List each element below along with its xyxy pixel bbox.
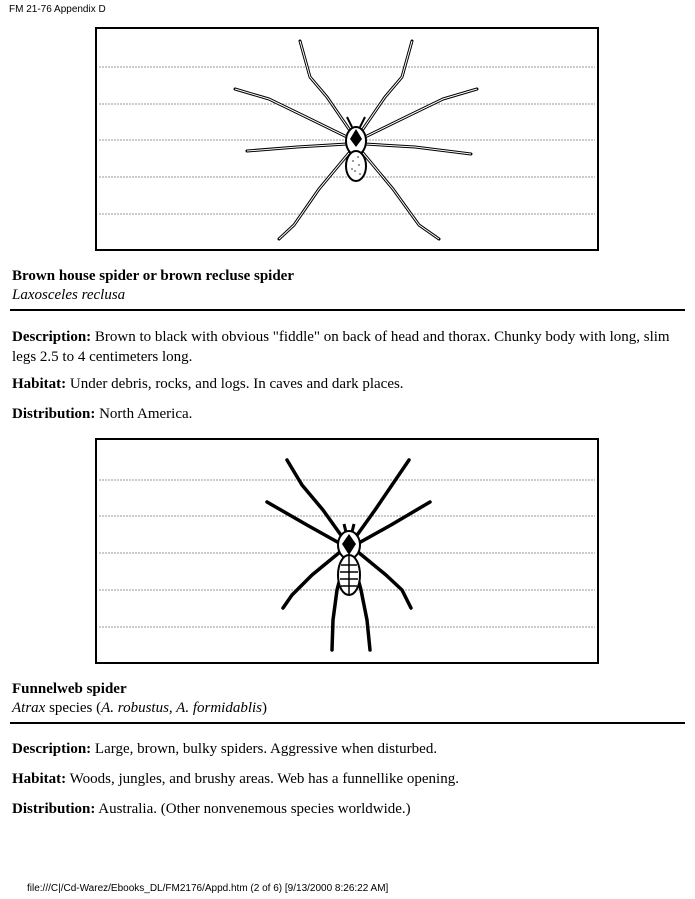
- entry-2-description-label: Description:: [12, 741, 92, 757]
- entry-2-scientific-name: [12, 700, 267, 717]
- entry-1-habitat: [12, 374, 684, 394]
- entry-1-distribution-label: Distribution:: [12, 406, 96, 422]
- entry-2-distribution-text: Australia. (Other nonvenemous species worldwide.): [95, 801, 411, 817]
- entry-1-description-text: Brown to black with obvious "fiddle" on back of head and thorax. Chunky body with long, slim legs 2.5 to 4 centimeters long.: [12, 329, 670, 365]
- brown-recluse-drawing: [97, 29, 597, 249]
- entry-2-habitat-text: Woods, jungles, and brushy areas. Web has a funnellike opening.: [66, 771, 459, 787]
- entry-2-description-text: Large, brown, bulky spiders. Aggressive when disturbed.: [91, 741, 438, 757]
- entry-2-species-list: A. robustus, A. formidablis: [101, 700, 262, 716]
- entry-2-species-word: species (: [45, 700, 102, 716]
- entry-2-close-paren: ): [262, 700, 267, 716]
- entry-2-description: [12, 739, 684, 759]
- entry-1-habitat-label: Habitat:: [12, 376, 67, 392]
- section-divider-1: [10, 309, 685, 311]
- page-header: FM 21-76 Appendix D: [9, 4, 106, 15]
- entry-2-distribution: [12, 799, 684, 819]
- entry-1-description-label: Description:: [12, 329, 92, 345]
- entry-1-description: [12, 327, 684, 367]
- funnelweb-illustration: [95, 438, 599, 664]
- entry-1-habitat-text: Under debris, rocks, and logs. In caves and dark places.: [66, 376, 404, 392]
- section-divider-2: [10, 722, 685, 724]
- entry-2-genus: Atrax: [12, 700, 46, 716]
- entry-1-distribution-text: North America.: [95, 406, 193, 422]
- entry-2-distribution-label: Distribution:: [12, 801, 96, 817]
- funnelweb-drawing: [97, 440, 597, 662]
- entry-2-common-name: Funnelweb spider: [12, 681, 127, 697]
- page-footer-url: file:///C|/Cd-Warez/Ebooks_DL/FM2176/Appd.htm (2 of 6) [9/13/2000 8:26:22 AM]: [27, 883, 389, 894]
- entry-2-habitat-label: Habitat:: [12, 771, 67, 787]
- entry-1-distribution: [12, 404, 684, 424]
- entry-1-common-name: Brown house spider or brown recluse spider: [12, 268, 294, 284]
- entry-2-habitat: [12, 769, 684, 789]
- entry-1-scientific-name: Laxosceles reclusa: [12, 287, 126, 303]
- brown-recluse-illustration: [95, 27, 599, 251]
